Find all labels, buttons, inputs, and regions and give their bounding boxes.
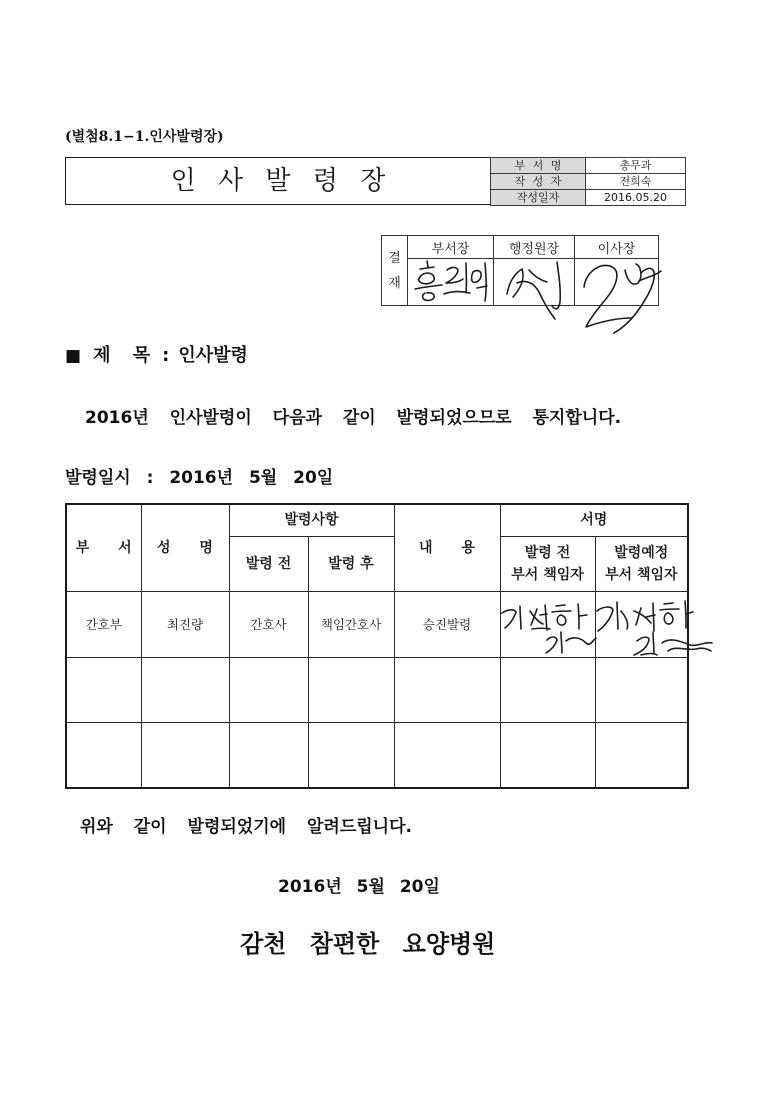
- organization-name: 감천 참편한 요양병원: [240, 930, 496, 958]
- approval-header-department-head: 부서장: [408, 236, 494, 259]
- table-cell-empty: [595, 657, 688, 722]
- header-next-manager-line2: 부서 책임자: [605, 566, 678, 583]
- cell-prev-manager-signature: [500, 591, 595, 657]
- header-name: 성 명: [141, 504, 229, 591]
- document-info-table: [490, 157, 686, 206]
- table-row-empty: [66, 722, 688, 788]
- cell-after: 책임간호사: [308, 591, 394, 657]
- doc-info-label-department: 부 서 명: [491, 158, 586, 174]
- subject-value: 인사발령: [178, 345, 248, 366]
- header-next-manager-line1: 발령예정: [614, 544, 669, 561]
- approval-signature-row: [382, 259, 659, 306]
- table-cell-empty: [229, 722, 308, 788]
- square-bullet-icon: ■: [65, 346, 82, 366]
- table-row: [66, 591, 688, 657]
- subject-separator: :: [162, 345, 170, 366]
- table-cell-empty: [141, 722, 229, 788]
- document-title: 인 사 발 령 장: [170, 166, 393, 196]
- doc-info-label-author: 작 성 자: [491, 174, 586, 190]
- table-cell-empty: [394, 722, 500, 788]
- cell-name: 최진량: [141, 591, 229, 657]
- issue-date: 2016년 5월 20일: [278, 877, 440, 897]
- cell-before: 간호사: [229, 591, 308, 657]
- table-cell-empty: [66, 722, 141, 788]
- header-prev-manager-line1: 발령 전: [524, 544, 571, 561]
- notice-text: 2016년 인사발령이 다음과 같이 발령되었으므로 통지합니다.: [85, 408, 622, 428]
- table-cell-empty: [229, 657, 308, 722]
- approval-label-top: 결: [388, 250, 401, 266]
- header-next-manager: [595, 536, 688, 591]
- doc-info-value-author: 전희숙: [586, 174, 686, 190]
- header-prev-manager: [500, 536, 595, 591]
- table-header-row: [66, 504, 688, 536]
- approval-header-administrator: 행정원장: [494, 236, 575, 259]
- header-content: 내 용: [394, 504, 500, 591]
- table-cell-empty: [66, 657, 141, 722]
- doc-info-label-date: 작성일자: [491, 190, 586, 206]
- subject-label: 제 목: [93, 345, 151, 366]
- approval-signature-cell-department-head: [408, 259, 494, 306]
- header-before: 발령 전: [229, 536, 308, 591]
- doc-info-value-date: 2016.05.20: [586, 190, 686, 206]
- effective-date: 발령일시 : 2016년 5월 20일: [65, 468, 334, 488]
- cell-content: 승진발령: [394, 591, 500, 657]
- approval-label: [382, 236, 408, 306]
- cell-next-manager-signature: [595, 591, 688, 657]
- header-after: 발령 후: [308, 536, 394, 591]
- annex-label: (별첨8.1−1.인사발령장): [65, 129, 224, 145]
- title-box: [65, 157, 490, 205]
- table-cell-empty: [308, 722, 394, 788]
- closing-text: 위와 같이 발령되었기에 알려드립니다.: [80, 817, 412, 837]
- approval-signature-cell-chairman: [575, 259, 659, 306]
- doc-info-row-author: [491, 174, 686, 190]
- approval-header-row: [382, 236, 659, 259]
- doc-info-row-date: [491, 190, 686, 206]
- appointment-table: [65, 503, 689, 789]
- approval-signature-cell-administrator: [494, 259, 575, 306]
- subject-line: [65, 344, 248, 368]
- header-appointment: 발령사항: [229, 504, 394, 536]
- table-cell-empty: [394, 657, 500, 722]
- table-cell-empty: [500, 657, 595, 722]
- table-row-empty: [66, 657, 688, 722]
- table-cell-empty: [141, 657, 229, 722]
- doc-info-value-department: 총무과: [586, 158, 686, 174]
- doc-info-row-department: [491, 158, 686, 174]
- approval-header-chairman: 이사장: [575, 236, 659, 259]
- header-signature: 서명: [500, 504, 688, 536]
- cell-department: 간호부: [66, 591, 141, 657]
- approval-label-bottom: 재: [388, 275, 401, 291]
- table-cell-empty: [500, 722, 595, 788]
- table-cell-empty: [595, 722, 688, 788]
- header-prev-manager-line2: 부서 책임자: [511, 566, 584, 583]
- table-cell-empty: [308, 657, 394, 722]
- approval-table: [381, 235, 659, 306]
- header-department: 부 서: [66, 504, 141, 591]
